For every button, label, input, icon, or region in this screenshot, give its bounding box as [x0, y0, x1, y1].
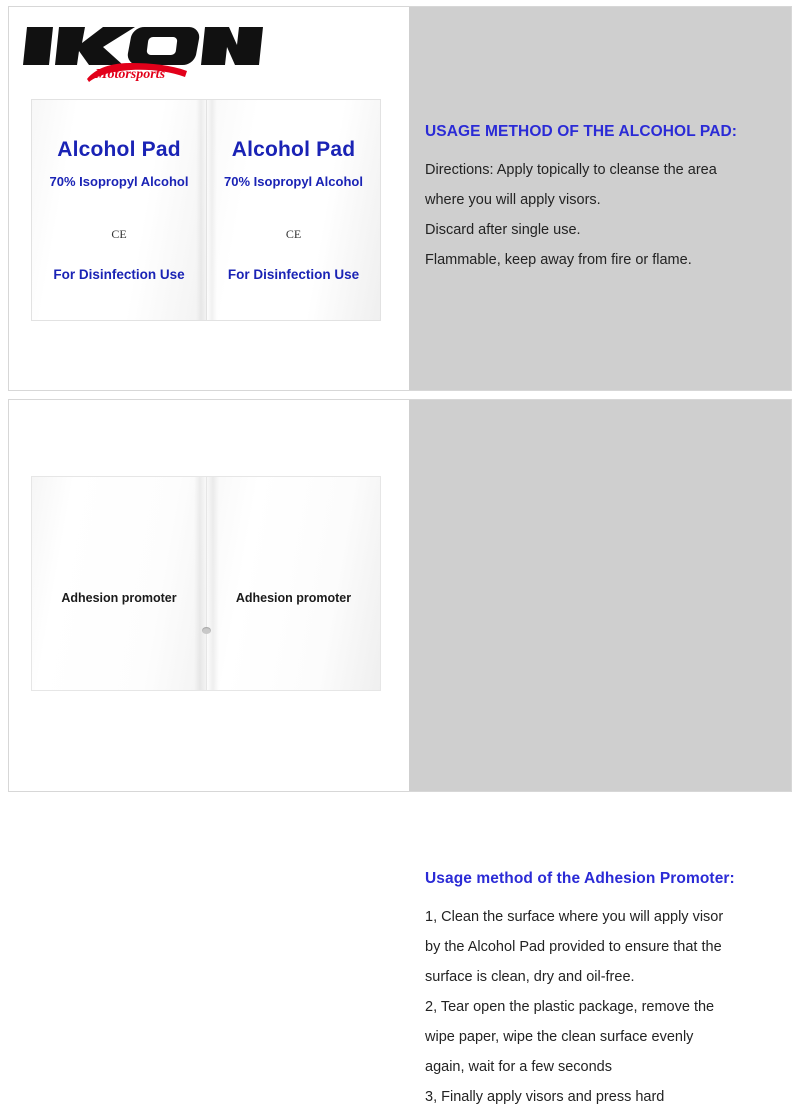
adhesion-promoter-instruction-column [409, 400, 791, 1105]
adhesion-promoter-label: Adhesion promoter [235, 591, 352, 605]
adhesion-promoter-sachet-right [206, 476, 381, 691]
alcohol-pad-title: Alcohol Pad [57, 138, 181, 161]
adhesion-promoter-image-column [9, 400, 409, 791]
alcohol-pad-instruction-line: Discard after single use. [425, 222, 581, 238]
adhesion-promoter-instruction-line: by the Alcohol Pad provided to ensure that the [425, 939, 722, 955]
sachet-center-dot [202, 627, 211, 634]
sachet-crease [196, 100, 206, 320]
svg-text:Motorsports: Motorsports [95, 67, 166, 82]
adhesion-promoter-sachet-left [31, 476, 206, 691]
sachet-crease [207, 100, 217, 320]
alcohol-pad-instruction-line: where you will apply visors. [425, 192, 601, 208]
alcohol-pad-image-column [9, 7, 409, 390]
adhesion-promoter-instruction-line: 3, Finally apply visors and press hard [425, 1089, 665, 1105]
adhesion-promoter-instruction-line: 1, Clean the surface where you will apply visor [425, 909, 724, 925]
alcohol-pad-instruction-column [409, 7, 791, 390]
adhesion-promoter-instructions [425, 870, 777, 1112]
alcohol-pad-sachet-left [31, 99, 206, 321]
alcohol-pad-instructions-heading: USAGE METHOD OF THE ALCOHOL PAD: [425, 123, 738, 140]
alcohol-pad-instruction-line: Flammable, keep away from fire or flame. [425, 252, 692, 268]
alcohol-pad-footer: For Disinfection Use [53, 267, 185, 282]
ce-mark: CE [111, 227, 127, 241]
adhesion-promoter-instruction-line: 2, Tear open the plastic package, remove the [425, 999, 715, 1015]
ce-mark: CE [285, 227, 302, 241]
alcohol-pad-title: Alcohol Pad [231, 138, 356, 161]
sachet-crease [207, 477, 219, 690]
adhesion-promoter-instruction-line: again, wait for a few seconds [425, 1059, 612, 1075]
alcohol-pad-instructions [425, 123, 777, 275]
alcohol-pad-photo [31, 99, 381, 321]
alcohol-pad-subtitle: 70% Isopropyl Alcohol [224, 174, 363, 189]
adhesion-promoter-panel [8, 399, 792, 1105]
adhesion-promoter-label: Adhesion promoter [61, 591, 177, 605]
adhesion-promoter-instruction-line: surface is clean, dry and oil-free. [425, 969, 635, 985]
sachet-crease [194, 477, 206, 690]
adhesion-promoter-instructions-heading: Usage method of the Adhesion Promoter: [425, 870, 735, 887]
alcohol-pad-subtitle: 70% Isopropyl Alcohol [49, 174, 189, 189]
adhesion-promoter-photo [31, 476, 381, 691]
alcohol-pad-instruction-line: Directions: Apply topically to cleanse the area [425, 162, 717, 178]
ikon-motorsports-logo [23, 21, 273, 89]
adhesion-promoter-instruction-line: wipe paper, wipe the clean surface evenly [425, 1029, 694, 1045]
alcohol-pad-footer: For Disinfection Use [227, 267, 360, 282]
alcohol-pad-sachet-right [206, 99, 381, 321]
alcohol-pad-panel [8, 6, 792, 391]
